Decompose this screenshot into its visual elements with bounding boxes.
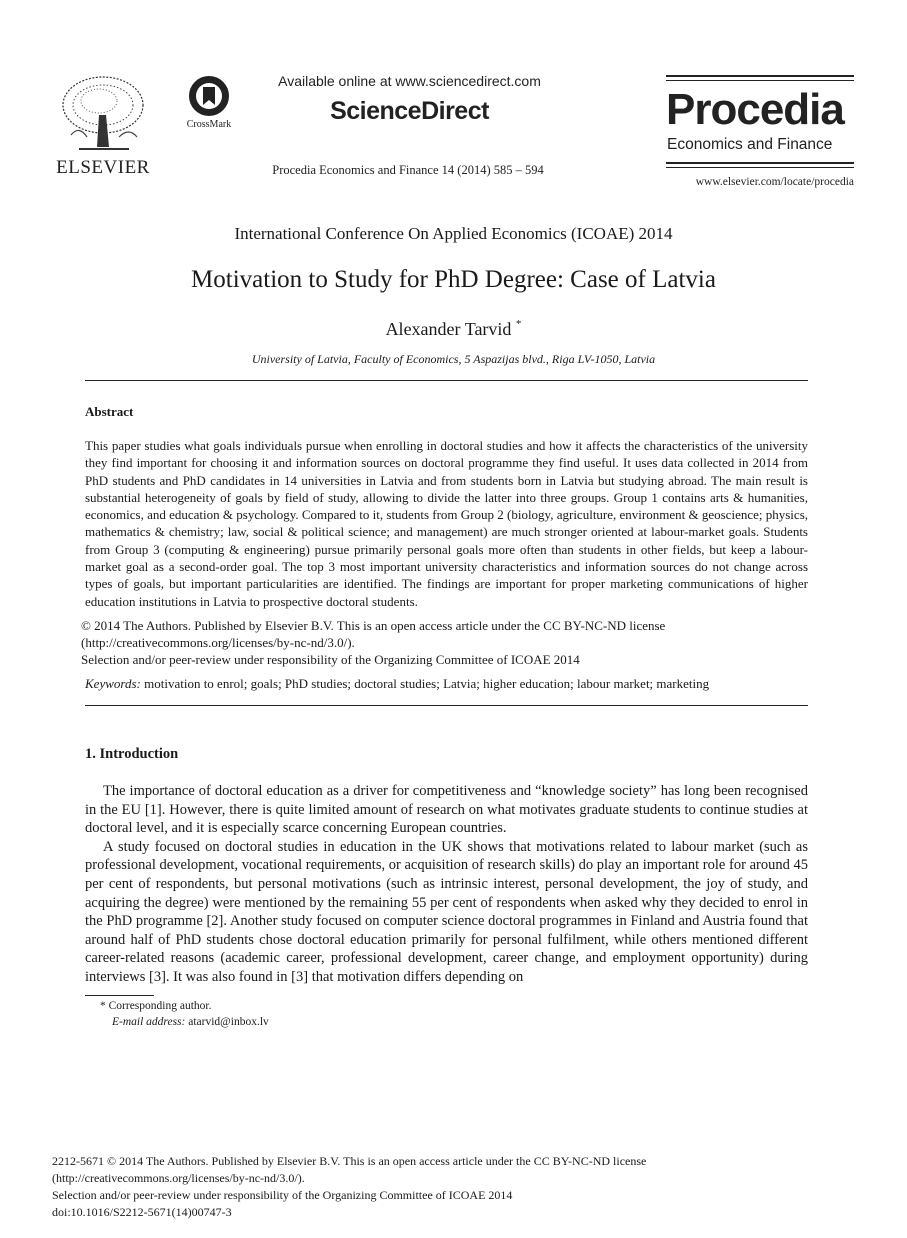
author-line bbox=[0, 318, 907, 340]
procedia-top-rule-thin bbox=[666, 80, 854, 81]
license-line: © 2014 The Authors. Published by Elsevier B.V. This is an open access article under the CC BY-NC-ND license bbox=[81, 618, 666, 633]
section-heading-introduction: 1. Introduction bbox=[85, 746, 179, 762]
page-footer bbox=[52, 1153, 852, 1221]
elsevier-tree-icon bbox=[59, 75, 147, 153]
journal-url-link[interactable]: www.elsevier.com/locate/procedia bbox=[695, 176, 854, 188]
procedia-bottom-rule-thin bbox=[666, 167, 854, 168]
body-paragraph: The importance of doctoral education as a driver for competitiveness and “knowledge society” has long been recognised in the EU [1]. However, there is quite limited amount of research on what motivates graduate students to continue studies at doctoral level, and it is especially scarce concerning European countries. bbox=[85, 783, 808, 837]
sciencedirect-logo: ScienceDirect bbox=[330, 97, 489, 125]
procedia-top-rule bbox=[666, 75, 854, 77]
divider-bottom bbox=[85, 705, 808, 706]
available-online-text: Available online at www.sciencedirect.com bbox=[278, 73, 541, 89]
abstract-heading: Abstract bbox=[85, 404, 134, 419]
keywords-list: motivation to enrol; goals; PhD studies; doctoral studies; Latvia; higher education; labour market; marketing bbox=[144, 676, 710, 691]
procedia-subtitle: Economics and Finance bbox=[667, 136, 833, 153]
author-footnote-mark[interactable]: * bbox=[515, 318, 522, 330]
body-paragraph: A study focused on doctoral studies in education in the UK shows that motivations related to labour market (such as professional development, vocational requirements, or acquisition of research skills) do play an important role for around 45 per cent of respondents, but personal motivations (such as intrinsic interest, personal development, the joy of study, and acquiring the degree) were mentioned by the remaining 55 per cent of respondents when asked why they decided to enrol in the PhD programme [2]. Another study focused on computer science doctoral programmes in Finland and Austria found that around half of PhD students chose doctoral education primarily for personal fulfilment, while others mentioned different career-related reasons (academic career, professional development, career change, and employment opportunity) during interviews [3]. It was also found in [3] that motivation differs depending on bbox=[85, 838, 808, 985]
email-address[interactable]: atarvid@inbox.lv bbox=[188, 1016, 269, 1028]
abstract-text: This paper studies what goals individuals pursue when enrolling in doctoral studies and how it affects the characteristics of the university they find important for choosing it and information sources on doctoral programme they find useful. It uses data collected in 2014 from PhD students and PhD candidates in 14 universities in Latvia and from students born in Latvia but studying abroad. The main result is substantial heterogeneity of goals by field of study, allowing to divide the latter into three groups. Group 1 contains arts & humanities, economics, and education & psychology. Compared to it, students from Group 2 (biology, agriculture, environment & geoscience; physics, mathematics & chemistry; law, social & political science; and management) are much stronger oriented at labour-market goals. Students from Group 3 (computing & engineering) pursue primarily personal goals more often than students in other fields, but keep a labour-market goal as a second-order goal. The top 3 most important university characteristics and information sources do not change across types of goals, but important particularities are identified. The findings are important for proper marketing communications of higher education institutions in Latvia to prospective doctoral students. bbox=[85, 438, 808, 609]
keywords-label: Keywords: bbox=[85, 676, 141, 691]
footer-issn-license: 2212-5671 © 2014 The Authors. Published by Elsevier B.V. This is an open access article under the CC BY-NC-ND license bbox=[52, 1154, 647, 1168]
license-notice bbox=[81, 617, 808, 668]
introduction-body bbox=[85, 782, 808, 987]
footnote-rule bbox=[85, 995, 154, 996]
footnote-corresponding-text: Corresponding author. bbox=[108, 1000, 212, 1012]
footnote bbox=[100, 998, 500, 1030]
author-name: Alexander Tarvid bbox=[385, 319, 512, 339]
conference-name: International Conference On Applied Economics (ICOAE) 2014 bbox=[234, 224, 673, 243]
footnote-email bbox=[100, 1014, 500, 1030]
peer-review-line: Selection and/or peer-review under responsibility of the Organizing Committee of ICOAE 2014 bbox=[81, 652, 580, 667]
crossmark-label: CrossMark bbox=[186, 119, 232, 130]
divider-top bbox=[85, 380, 808, 381]
procedia-logo bbox=[666, 75, 854, 191]
license-link[interactable]: (http://creativecommons.org/licenses/by-nc-nd/3.0/). bbox=[81, 635, 355, 650]
footer-doi[interactable]: doi:10.1016/S2212-5671(14)00747-3 bbox=[52, 1205, 232, 1219]
elsevier-logo bbox=[55, 75, 151, 177]
procedia-bottom-rule bbox=[666, 162, 854, 164]
elsevier-wordmark: ELSEVIER bbox=[56, 157, 150, 178]
author-affiliation: University of Latvia, Faculty of Economics, 5 Aspazijas blvd., Riga LV-1050, Latvia bbox=[251, 352, 656, 366]
keywords-line bbox=[85, 676, 808, 692]
journal-reference: Procedia Economics and Finance 14 (2014) 585 – 594 bbox=[272, 163, 544, 177]
footnote-mark: * bbox=[100, 1000, 106, 1012]
footer-license-link[interactable]: (http://creativecommons.org/licenses/by-nc-nd/3.0/). bbox=[52, 1171, 305, 1185]
footer-peer-review: Selection and/or peer-review under responsibility of the Organizing Committee of ICOAE 2014 bbox=[52, 1188, 513, 1202]
procedia-name: Procedia bbox=[666, 85, 844, 134]
crossmark-icon bbox=[180, 75, 238, 119]
paper-title: Motivation to Study for PhD Degree: Case of Latvia bbox=[191, 266, 716, 293]
email-label: E-mail address: bbox=[112, 1016, 186, 1028]
footnote-corresponding bbox=[100, 998, 500, 1014]
crossmark-badge[interactable] bbox=[180, 75, 238, 133]
